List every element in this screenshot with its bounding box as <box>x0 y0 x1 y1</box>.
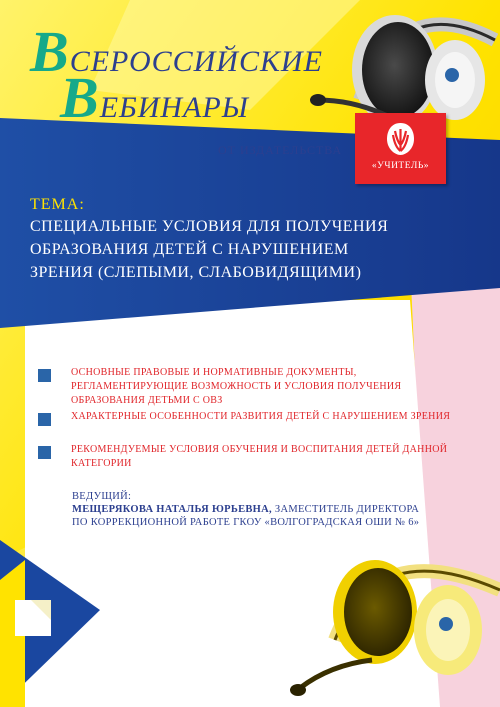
agenda-item <box>38 410 461 426</box>
brand-word: ЕБИНАРЫ <box>99 91 249 124</box>
agenda-item <box>38 443 461 471</box>
host-position: ЗАМЕСТИТЕЛЬ ДИРЕКТОРА <box>271 504 420 515</box>
publisher-logo-icon <box>385 121 416 157</box>
topic-line: СПЕЦИАЛЬНЫЕ УСЛОВИЯ ДЛЯ ПОЛУЧЕНИЯ <box>30 218 389 235</box>
bullet-square-icon <box>38 369 51 382</box>
bullet-square-icon <box>38 413 51 426</box>
publisher-name: «УЧИТЕЛЬ» <box>371 161 430 171</box>
agenda-item <box>38 366 461 408</box>
brand-title-line-2 <box>60 64 249 131</box>
topic-label: ТЕМА: <box>30 196 85 213</box>
agenda-item-text: ОСНОВНЫЕ ПРАВОВЫЕ И НОРМАТИВНЫЕ ДОКУМЕНТЫ, РЕГЛАМЕНТИРУЮЩИЕ ВОЗМОЖНОСТЬ И УСЛОВИЯ ПОЛУЧЕНИЯ ОБРАЗОВАНИЯ ДЕТЬМИ С ОВЗ <box>71 367 402 406</box>
agenda-item-text: ХАРАКТЕРНЫЕ ОСОБЕННОСТИ РАЗВИТИЯ ДЕТЕЙ С НАРУШЕНИЕМ ЗРЕНИЯ <box>71 411 451 422</box>
publisher-logo <box>355 113 446 184</box>
host-label: ВЕДУЩИЙ: <box>72 491 132 502</box>
brand-initial: В <box>30 19 70 84</box>
topic-title <box>30 215 490 284</box>
publisher-label: ОТ ИЗДАТЕЛЬСТВА <box>218 143 343 157</box>
bullet-square-icon <box>38 446 51 459</box>
host-position-line: ПО КОРРЕКЦИОННОЙ РАБОТЕ ГКОУ «ВОЛГОГРАДСКАЯ ОШИ № 6» <box>72 517 420 528</box>
brand-initial: В <box>60 65 100 130</box>
agenda-item-text: РЕКОМЕНДУЕМЫЕ УСЛОВИЯ ОБУЧЕНИЯ И ВОСПИТАНИЯ ДЕТЕЙ ДАННОЙ КАТЕГОРИИ <box>71 444 448 469</box>
topic-line: ЗРЕНИЯ (СЛЕПЫМИ, СЛАБОВИДЯЩИМИ) <box>30 264 362 281</box>
host-details <box>72 503 472 516</box>
host-info <box>72 490 472 529</box>
brand-word: СЕРОССИЙСКИЕ <box>69 45 323 78</box>
decorative-square-icon <box>13 598 53 638</box>
host-name: МЕЩЕРЯКОВА НАТАЛЬЯ ЮРЬЕВНА, <box>72 504 272 515</box>
topic-line: ОБРАЗОВАНИЯ ДЕТЕЙ С НАРУШЕНИЕМ <box>30 241 349 258</box>
